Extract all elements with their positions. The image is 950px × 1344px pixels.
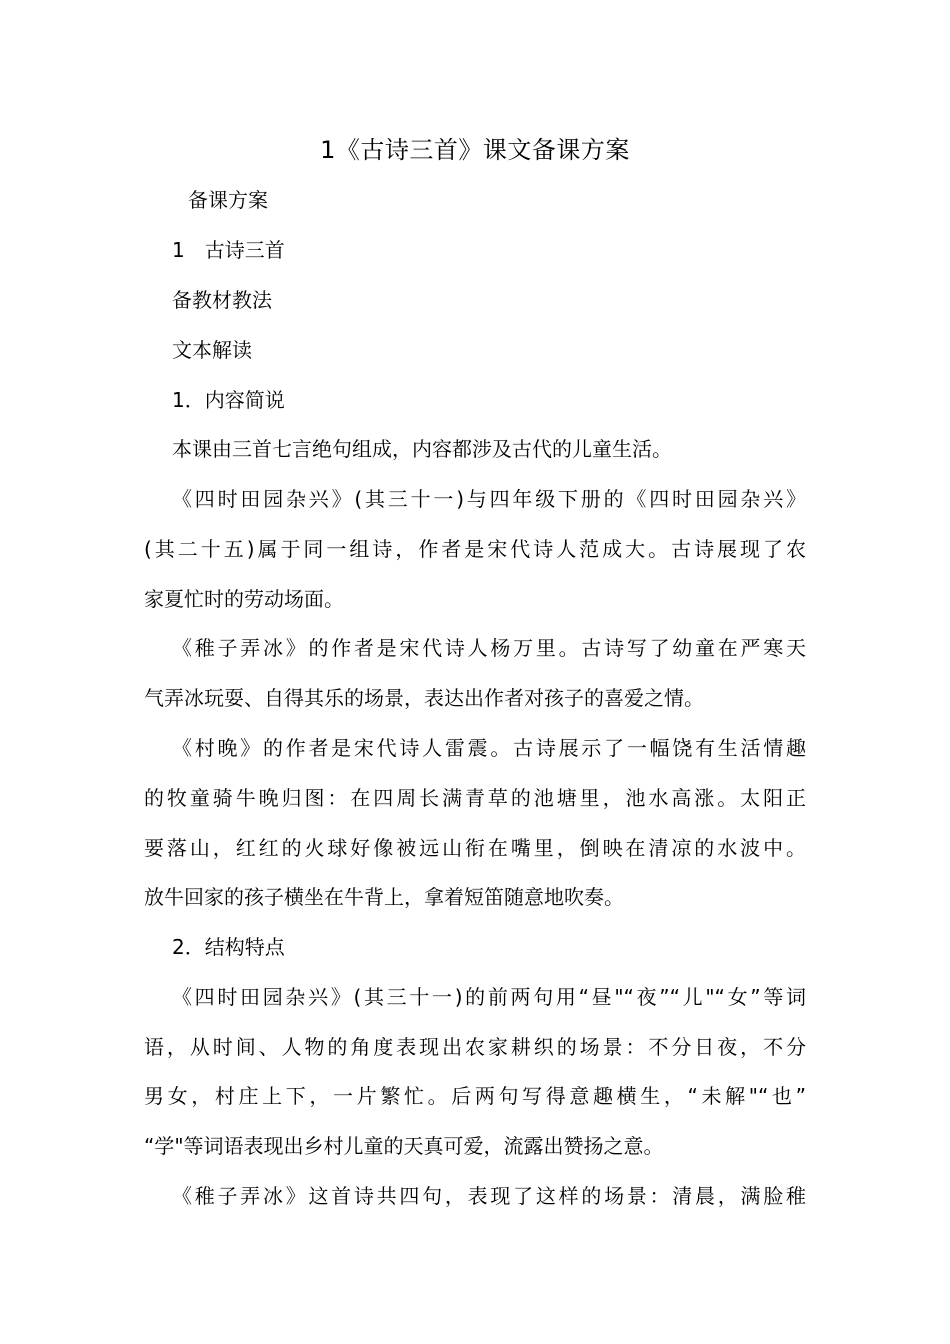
paragraph-line: 《四时田园杂兴》(其三十一)与四年级下册的《四时田园杂兴》 xyxy=(172,487,806,511)
paragraph-line: (其二十五)属于同一组诗，作者是宋代诗人范成大。古诗展现了农 xyxy=(144,537,806,561)
paragraph-line: 要落山，红红的火球好像被远山衔在嘴里，倒映在清凉的水波中。 xyxy=(144,836,806,860)
section-label: 备课方案 xyxy=(188,188,268,212)
paragraph-line: 气弄冰玩耍、自得其乐的场景，表达出作者对孩子的喜爱之情。 xyxy=(144,686,704,710)
numbered-heading: 2．结构特点 xyxy=(172,935,285,959)
paragraph-line: 本课由三首七言绝句组成，内容都涉及古代的儿童生活。 xyxy=(172,437,672,461)
subsection-heading: 备教材教法 xyxy=(172,288,272,312)
document-title: 1《古诗三首》课文备课方案 xyxy=(320,136,630,164)
paragraph-line: 语，从时间、人物的角度表现出农家耕织的场景：不分日夜，不分 xyxy=(144,1035,806,1059)
paragraph-line: 《稚子弄冰》这首诗共四句，表现了这样的场景：清晨，满脸稚 xyxy=(172,1184,806,1208)
paragraph-line: 《村晚》的作者是宋代诗人雷震。古诗展示了一幅饶有生活情趣 xyxy=(172,736,806,760)
paragraph-line: 家夏忙时的劳动场面。 xyxy=(144,587,344,611)
subsection-heading: 文本解读 xyxy=(172,338,252,362)
paragraph-line: “学"等词语表现出乡村儿童的天真可爱，流露出赞扬之意。 xyxy=(144,1134,664,1158)
paragraph-line: 《稚子弄冰》的作者是宋代诗人杨万里。古诗写了幼童在严寒天 xyxy=(172,636,806,660)
paragraph-line: 放牛回家的孩子横坐在牛背上，拿着短笛随意地吹奏。 xyxy=(144,885,624,909)
paragraph-line: 《四时田园杂兴》(其三十一)的前两句用“昼"“夜”“儿"“女”等词 xyxy=(172,985,806,1009)
lesson-heading: 1 古诗三首 xyxy=(172,238,285,262)
paragraph-line: 男女，村庄上下，一片繁忙。后两句写得意趣横生，“未解"“也” xyxy=(144,1084,806,1108)
numbered-heading: 1．内容简说 xyxy=(172,388,285,412)
paragraph-line: 的牧童骑牛晚归图：在四周长满青草的池塘里，池水高涨。太阳正 xyxy=(144,786,806,810)
